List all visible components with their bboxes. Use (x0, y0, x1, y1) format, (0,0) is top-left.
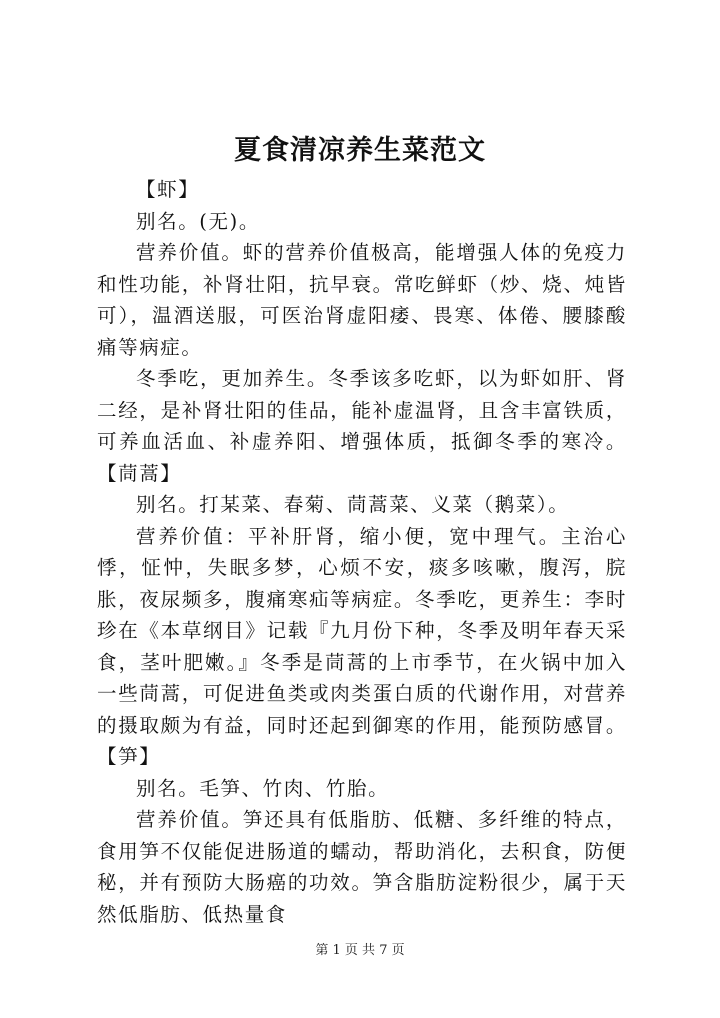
section-heading-shrimp: 【虾】 (136, 178, 200, 201)
document-title: 夏食清凉养生菜范文 (234, 135, 486, 166)
document-body (97, 174, 627, 930)
paragraph-shrimp-nutrition: 营养价值。虾的营养价值极高，能增强人体的免疫力和性功能，补肾壮阳，抗早衰。常吃鲜虾（炒、烧、炖皆可），温酒送服，可医治肾虚阳痿、畏寒、体倦、腰膝酸痛等病症。 (97, 241, 627, 359)
paragraph-bamboo-nutrition: 营养价值。笋还具有低脂肪、低糖、多纤维的特点，食用笋不仅能促进肠道的蠕动，帮助消化，去积食，防便秘，并有预防大肠癌的功效。笋含脂肪淀粉很少，属于天然低脂肪、低热量食 (97, 808, 627, 926)
paragraph-shrimp-winter: 冬季吃，更加养生。冬季该多吃虾，以为虾如肝、肾二经，是补肾壮阳的佳品，能补虚温肾，且含丰富铁质，可养血活血、补虚养阳、增强体质，抵御冬季的寒冷。【茼蒿】 (97, 367, 627, 485)
page-footer: 第 1 页 共 7 页 (315, 943, 405, 958)
paragraph-chrysanthemum-alias: 别名。打某菜、春菊、茼蒿菜、义菜（鹅菜）。 (136, 493, 570, 516)
paragraph-chrysanthemum-nutrition: 营养价值：平补肝肾，缩小便，宽中理气。主治心悸，怔忡，失眠多梦，心烦不安，痰多咳嗽，腹泻，脘胀，夜尿频多，腹痛寒疝等病症。冬季吃，更养生：李时珍在《本草纲目》记载『九月份下种，冬季及明年春天采食，茎叶肥嫩。』冬季是茼蒿的上市季节，在火锅中加入一些茼蒿，可促进鱼类或肉类蛋白质的代谢作用，对营养的摄取颇为有益，同时还起到御寒的作用，能预防感冒。【笋】 (97, 524, 627, 768)
paragraph-shrimp-alias: 别名。(无)。 (136, 209, 260, 233)
paragraph-bamboo-alias: 别名。毛笋、竹肉、竹胎。 (136, 776, 390, 800)
